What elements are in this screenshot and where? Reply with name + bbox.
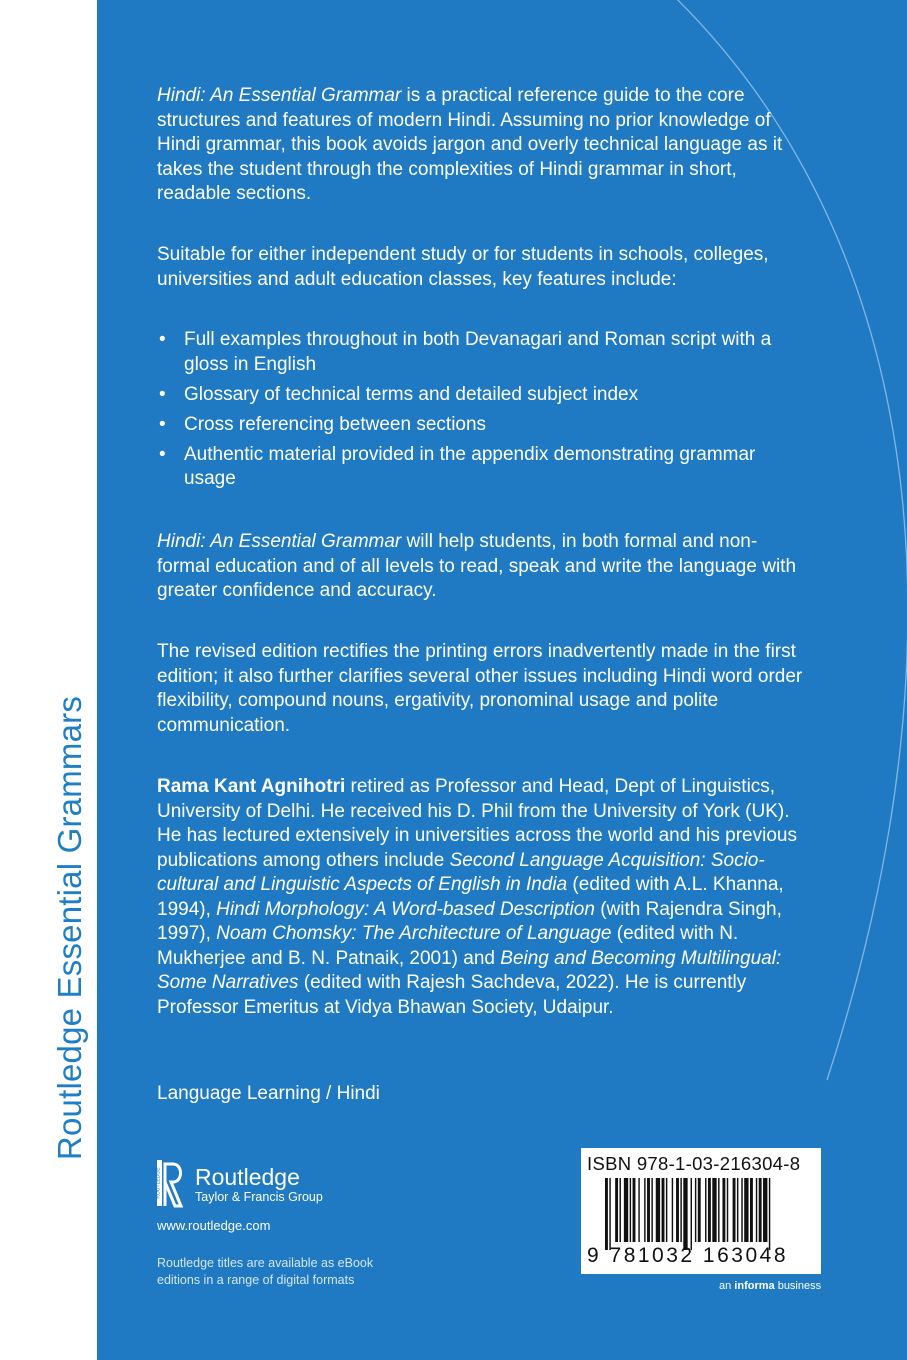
barcode-bar xyxy=(695,1178,696,1242)
informa-tagline xyxy=(719,1280,821,1292)
barcode-bar xyxy=(769,1178,770,1250)
barcode-digits: 9 781032 163048 xyxy=(587,1244,788,1267)
barcode-bar xyxy=(756,1178,757,1242)
barcode-bar xyxy=(666,1178,667,1242)
informa-prefix: an xyxy=(719,1280,735,1292)
barcode-bar xyxy=(662,1178,665,1242)
benefit-text: will help students, in both formal and non-formal education and of all levels to read, speak and write the language with greater confidence and accuracy. xyxy=(157,531,797,601)
benefit-paragraph xyxy=(157,530,807,604)
logo-mark-text: ROUTLEDGE xyxy=(155,1167,162,1199)
book-title-italic: Hindi: An Essential Grammar xyxy=(157,85,402,106)
intro-paragraph xyxy=(157,84,807,207)
barcode-bar xyxy=(691,1178,692,1250)
barcode-bar xyxy=(683,1178,687,1250)
feature-item: • Glossary of technical terms and detailed subject index xyxy=(157,383,807,408)
barcode-bar xyxy=(741,1178,742,1242)
barcode-bar xyxy=(672,1178,673,1242)
barcode-bar xyxy=(718,1178,719,1242)
publication-title: Hindi Morphology: A Word-based Description xyxy=(216,898,595,920)
back-cover xyxy=(97,0,907,1360)
book-title-italic: Hindi: An Essential Grammar xyxy=(157,531,402,552)
barcode-bar xyxy=(624,1178,628,1242)
spine xyxy=(0,0,97,1360)
bio-text: (edited with A.L. Khanna, 1994), xyxy=(157,874,784,920)
barcode-bar xyxy=(737,1178,738,1242)
barcode-bar xyxy=(750,1178,753,1242)
isbn-label: ISBN 978-1-03-216304-8 xyxy=(587,1153,801,1174)
bio-text: (edited with N. Mukherjee and B. N. Patnaik, 2001) and xyxy=(157,923,739,969)
bio-text: (edited with Rajesh Sachdeva, 2022). He is currently Professor Emeritus at Vidya Bhawan Society, Udaipur. xyxy=(157,972,747,1018)
publisher-name: Routledge xyxy=(195,1164,300,1190)
revised-edition-paragraph: The revised edition rectifies the printing errors inadvertently made in the first edition; it also further clarifies several other issues including Hindi word order flexibility, compound nouns, ergativity, pronominal usage and polite communication. xyxy=(157,641,803,736)
publisher-url[interactable]: www.routledge.com xyxy=(157,1218,271,1233)
barcode-bar xyxy=(712,1178,716,1242)
routledge-r-icon xyxy=(157,1160,187,1212)
publisher-group: Taylor & Francis Group xyxy=(195,1190,323,1204)
feature-item: • Full examples throughout in both Devanagari and Roman script with a gloss in English xyxy=(157,328,807,377)
barcode-bar xyxy=(722,1178,725,1242)
feature-item: • Cross referencing between sections xyxy=(157,413,807,438)
barcode-bar xyxy=(733,1178,736,1242)
intro-text: is a practical reference guide to the core structures and features of modern Hindi. Assuming no prior knowledge of Hindi grammar, this book avoids jargon and overly technical language as it takes the student through the complexities of Hindi grammar in short, readable sections. xyxy=(157,85,783,204)
isbn-barcode xyxy=(581,1148,821,1274)
barcode-bar xyxy=(615,1178,618,1242)
barcode-bar xyxy=(605,1178,608,1250)
bio-text: retired as Professor and Head, Dept of Linguistics, University of Delhi. He received his D. Phil from the University of York (UK). He has lectured extensively in universities across the world and his previous publications among others include xyxy=(157,776,797,871)
barcode-bar xyxy=(638,1178,639,1242)
features-list xyxy=(157,328,807,497)
feature-item: • Authentic material provided in the appendix demonstrating grammar usage xyxy=(157,443,807,492)
barcode-bar xyxy=(763,1178,767,1242)
barcode-bar xyxy=(644,1178,645,1242)
barcode-bar xyxy=(727,1178,728,1242)
barcode-bar xyxy=(633,1178,636,1242)
informa-suffix: business xyxy=(774,1280,822,1292)
suitability-paragraph: Suitable for either independent study or for students in schools, colleges, universities and adult education classes, key features include: xyxy=(157,244,769,290)
informa-brand: informa xyxy=(734,1280,775,1292)
barcode-bar xyxy=(656,1178,660,1242)
author-name: Rama Kant Agnihotri xyxy=(157,776,346,797)
barcode-bar xyxy=(698,1178,701,1242)
publication-title: Being and Becoming Multilingual: Some Narratives xyxy=(157,947,782,993)
barcode-bar xyxy=(609,1178,610,1250)
publisher-block xyxy=(157,1160,323,1233)
barcode-bar xyxy=(759,1178,762,1242)
subject-category: Language Learning / Hindi xyxy=(157,1083,380,1104)
barcode-bar xyxy=(708,1178,711,1242)
barcode-bar xyxy=(647,1178,650,1242)
barcode-bar xyxy=(651,1178,652,1242)
barcode-bar xyxy=(744,1178,748,1242)
author-bio xyxy=(157,775,807,1020)
series-title: Routledge Essential Grammars xyxy=(51,695,88,1161)
ebook-note: Routledge titles are available as eBook editions in a range of digital formats xyxy=(157,1256,374,1287)
routledge-logo xyxy=(157,1160,323,1212)
barcode-bar xyxy=(630,1178,631,1242)
publication-title: Second Language Acquisition: Socio-cultural and Linguistic Aspects of English in India xyxy=(157,849,765,895)
barcode-bar xyxy=(705,1178,706,1242)
publication-title: Noam Chomsky: The Architecture of Language xyxy=(216,923,612,944)
barcode-bar xyxy=(676,1178,679,1242)
bio-text: (with Rajendra Singh, 1997), xyxy=(157,898,782,944)
barcode-bar xyxy=(680,1178,681,1242)
barcode-bar xyxy=(620,1178,621,1242)
